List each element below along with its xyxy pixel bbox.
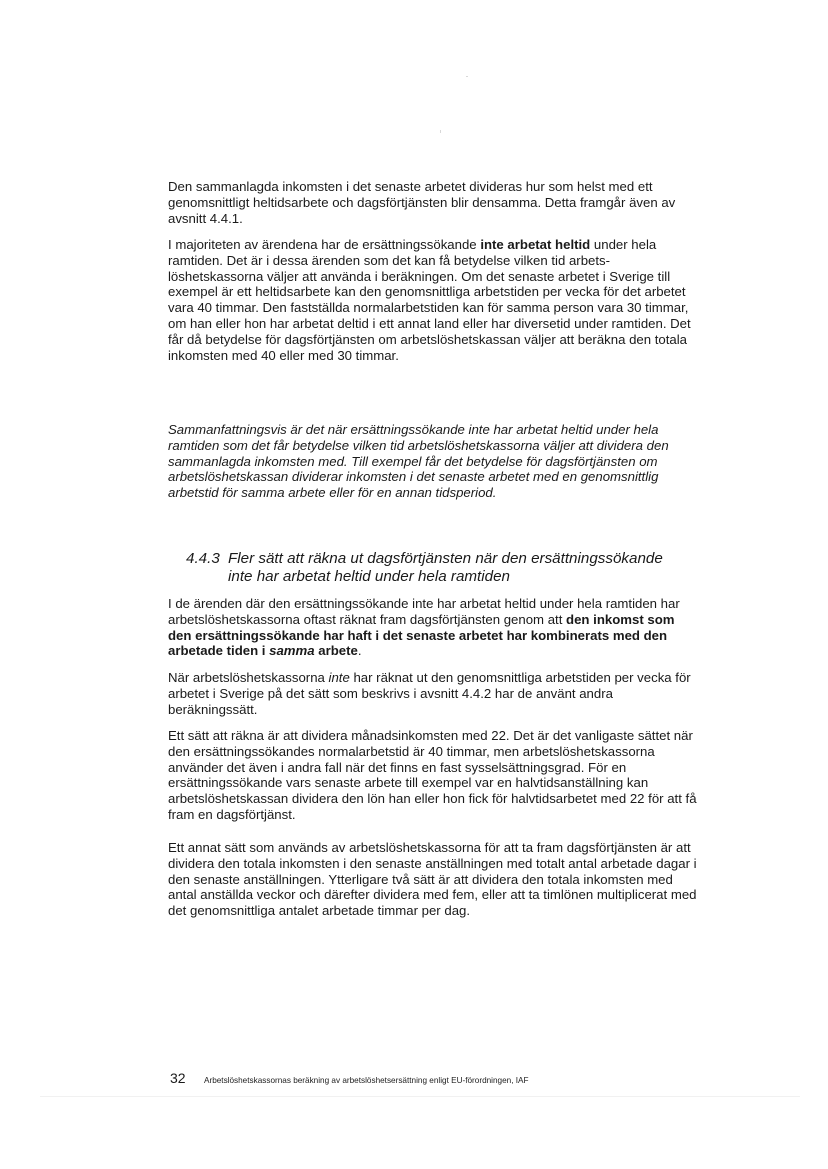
- paragraph-3-bold-italic: samma: [269, 643, 315, 659]
- summary-paragraph: Sammanfattningsvis är det när ersättningssökande inte har arbetat heltid under hela ramtiden som det får betydelse vilken tid arbetslöshetskassorna väljer att dividera den sammanlagda inkomsten med. Till exempel får det betydelse för dagsförtjänsten om arbetslöshetskassan dividerar inkomsten i det senaste arbetet med en genomsnittlig arbetstid för samma arbete eller för en annan tidsperiod.: [168, 422, 669, 501]
- intro-paragraph-block: [168, 179, 698, 226]
- majority-paragraph-block: [168, 237, 698, 363]
- page-number: 32: [170, 1070, 186, 1086]
- paragraph-6-block: [168, 840, 698, 919]
- paragraph-2: [168, 237, 698, 363]
- paragraph-2-text-b: under hela ramtiden. Det är i dessa ärenden som det kan få betydelse vilken tid arbetslöshetskassorna väljer att använda i beräkningen. Om det senaste arbetet i Sverige till exempel är ett heltidsarbete kan den genomsnittliga arbetstiden per vecka för det arbetet vara 40 timmar. Den fastställda normalarbetstiden kan för samma person vara 30 timmar, om han eller hon har arbetat deltid i ett annat land eller har diversetid under ramtiden. Det får då betydelse för dagsförtjänsten om arbetslöshetskassan väljer att beräkna den totala inkomsten med 40 eller med 30 timmar.: [168, 237, 691, 363]
- section-title-line-1: Fler sätt att räkna ut dagsförtjänsten när den ersättningssökande: [228, 550, 663, 567]
- paragraph-3: [168, 596, 698, 659]
- scan-speck: [466, 76, 468, 77]
- summary-paragraph-block: [168, 422, 698, 501]
- paragraph-4-text-b: har räknat ut den genomsnittliga arbetstiden per vecka för arbetet i Sverige på det sätt som beskrivs i avsnitt 4.4.2 har de använt andra beräkningssätt.: [168, 670, 691, 717]
- paragraph-1: Den sammanlagda inkomsten i det senaste arbetet divideras hur som helst med ett genomsnittligt heltidsarbete och dagsförtjänsten blir densamma. Detta framgår även av avsnitt 4.4.1.: [168, 179, 676, 226]
- paragraph-5: Ett sätt att räkna är att dividera månadsinkomsten med 22. Det är det vanligaste sättet när den ersättningssökandes normalarbetstid är 40 timmar, men arbetslöshetskassorna använder det även i andra fall när det finns en fast sysselsättningsgrad. För en ersättningssökande vars senaste arbete till exempel var en halvtidsanställning kan arbetslöshetskassan dividera den lön han eller hon fick för halvtidsarbetet med 22 för att få fram en dagsförtjänst.: [168, 728, 697, 822]
- paragraph-2-bold: inte arbetat heltid: [480, 237, 591, 252]
- page-footer: [170, 1070, 670, 1086]
- paragraph-3-bold-2: arbete: [314, 643, 358, 659]
- paragraph-3-text: I de ärenden där den ersättningssökande inte har arbetat heltid under hela ramtiden har arbetslöshetskassorna oftast räknat fram dagsförtjänsten genom att: [168, 596, 680, 627]
- footer-title: Arbetslöshetskassornas beräkning av arbetslöshetsersättning enligt EU-förordningen, IAF: [204, 1076, 529, 1085]
- scan-speck: [440, 130, 441, 133]
- paragraph-3-end: .: [357, 643, 362, 659]
- paragraph-4: [168, 670, 698, 717]
- paragraph-4-block: [168, 670, 698, 717]
- paragraph-4-text-a: När arbetslöshetskassorna: [168, 670, 329, 685]
- section-heading: [186, 550, 726, 586]
- section-title-line-2: inte har arbetat heltid under hela ramtiden: [228, 568, 510, 585]
- paragraph-5-block: [168, 728, 698, 823]
- section-number: 4.4.3: [186, 550, 220, 567]
- paragraph-3-block: [168, 596, 698, 659]
- paragraph-2-text-a: I majoriteten av ärendena har de ersättningssökande: [168, 237, 481, 252]
- paragraph-3-bold-1: den inkomst som den ersättningssökande har haft i det senaste arbetet har kombinerats med den arbetade tiden i: [168, 611, 675, 659]
- scan-edge-line: [40, 1096, 800, 1097]
- paragraph-6: Ett annat sätt som används av arbetslöshetskassorna för att ta fram dagsförtjänsten är att dividera den totala inkomsten i den senaste anställningen med totalt antal arbetade dagar i den senaste anställningen. Ytterligare två sätt är att dividera den totala inkomsten med antal anställda veckor och därefter dividera med fem, eller att ta timlönen multiplicerat med det genomsnittliga antalet arbetade timmar per dag.: [168, 840, 697, 919]
- paragraph-4-italic: inte: [328, 670, 350, 685]
